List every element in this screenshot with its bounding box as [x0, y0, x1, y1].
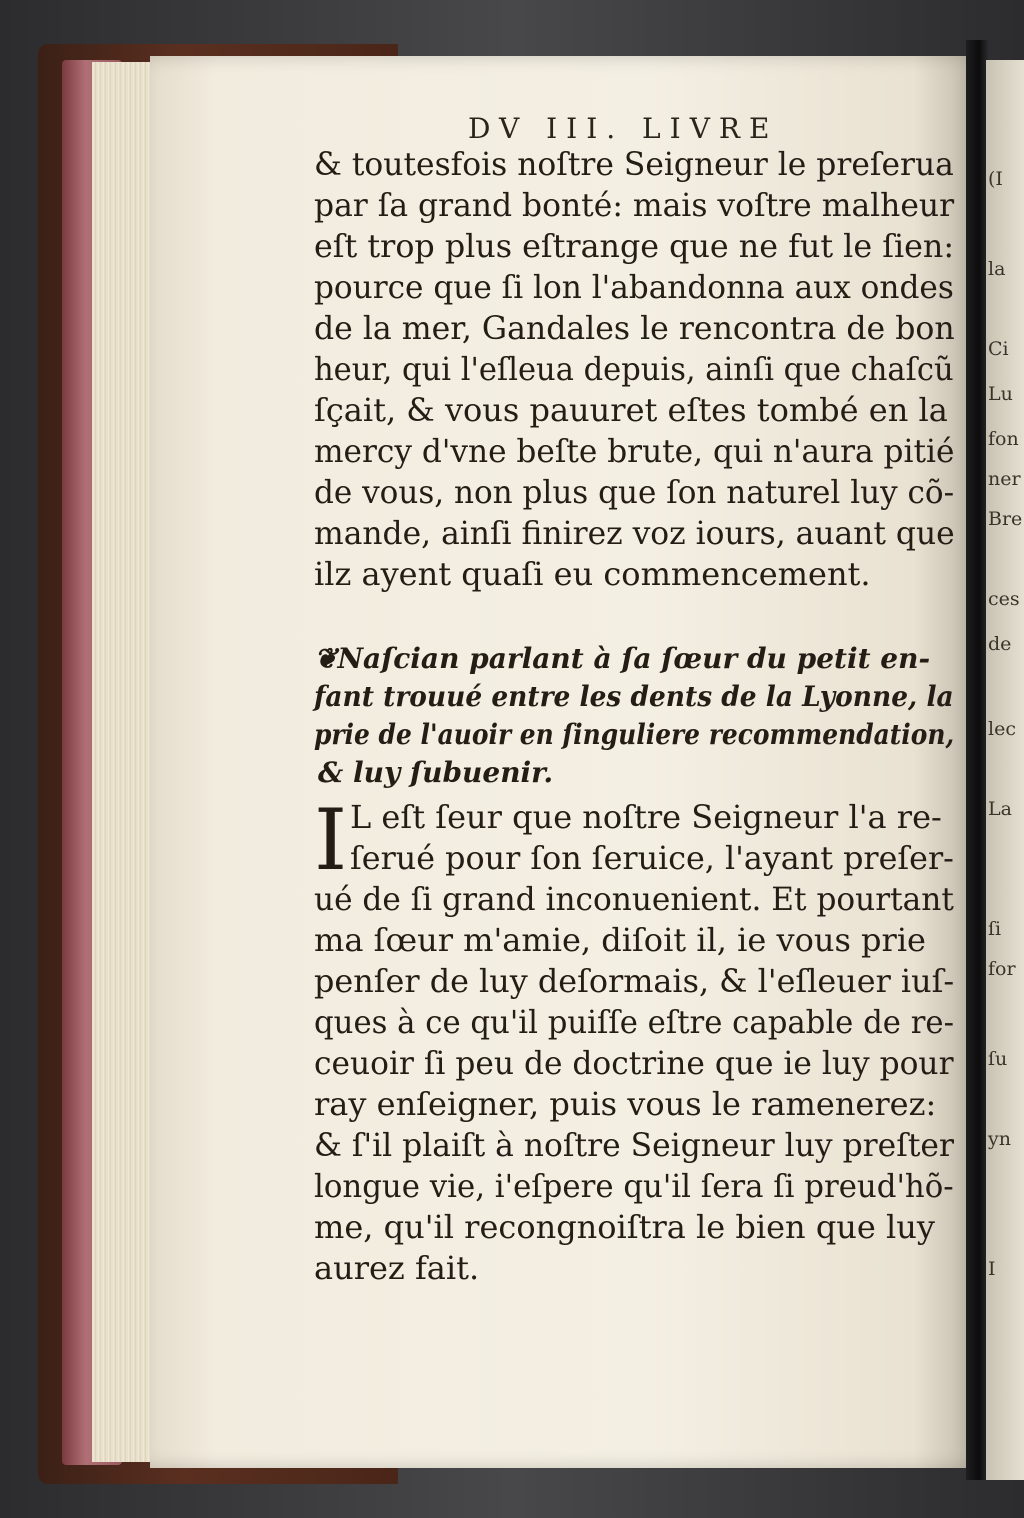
facing-fragment: Ci: [988, 338, 1009, 360]
text-line: penſer de luy deſormais, & l'eſleuer iuſ-: [314, 962, 955, 1000]
text-line: longue vie, i'eſpere qu'il ſera ſi preud'hõ-: [314, 1167, 954, 1205]
facing-fragment: I: [988, 1258, 996, 1280]
facing-fragment: ſi: [988, 918, 1002, 940]
text-line: ques à ce qu'il puiſſe eſtre capable de re-: [314, 1003, 954, 1041]
text-line: ſçait, & vous pauuret eſtes tombé en la: [314, 391, 948, 429]
text-line: L eſt ſeur que noſtre Seigneur l'a re-: [350, 798, 942, 836]
text-line: eſt trop plus eſtrange que ne fut le ſien:: [314, 227, 955, 265]
text-line: ray enſeigner, puis vous le ramenerez:: [314, 1085, 937, 1123]
text-line: & ſ'il plaiſt à noſtre Seigneur luy preſter: [314, 1126, 954, 1164]
text-line: par ſa grand bonté: mais voſtre malheur: [314, 186, 955, 224]
facing-fragment: for: [988, 958, 1016, 980]
text-line: ſerué pour ſon ſeruice, l'ayant preſer-: [350, 839, 954, 877]
facing-fragment: yn: [988, 1128, 1011, 1150]
text-line: mercy d'vne beſte brute, qui n'aura pitié: [314, 432, 955, 470]
heading-line: & luy ſubuenir.: [318, 756, 554, 789]
heading-line: fant trouué entre les dents de la Lyonne, la: [314, 680, 954, 713]
heading-line: ❦Naſcian parlant à ſa ſœur du petit en-: [314, 642, 931, 675]
text-line: heur, qui l'eſleua depuis, ainſi que chaſcũ: [314, 350, 954, 388]
text-line: ilz ayent quaſi eu commencement.: [314, 555, 871, 593]
text-line: & toutesfois noſtre Seigneur le preſerua: [314, 145, 954, 183]
paragraph-1: [314, 145, 954, 595]
drop-cap: I: [314, 791, 348, 889]
text-line: pource que ſi lon l'abandonna aux ondes: [314, 268, 954, 306]
facing-fragment: Bre: [988, 508, 1023, 530]
facing-fragment: la: [988, 258, 1006, 280]
facing-page: [986, 60, 1024, 1480]
text-line: mande, ainſi finirez voz iours, auant que: [314, 514, 955, 552]
chapter-heading: [314, 642, 954, 792]
facing-fragment: La: [988, 798, 1012, 820]
text-line: aurez fait.: [314, 1249, 480, 1287]
facing-fragment: ces: [988, 588, 1020, 610]
facing-fragment: lec: [988, 718, 1016, 740]
text-line: ma ſœur m'amie, diſoit il, ie vous prie: [314, 921, 926, 959]
facing-fragment: ſu: [988, 1048, 1008, 1070]
text-line: ceuoir ſi peu de doctrine que ie luy pour: [314, 1044, 954, 1082]
facing-fragment: (I: [988, 168, 1003, 190]
facing-fragment: fon: [988, 428, 1019, 450]
facing-fragment: de: [988, 633, 1012, 655]
running-head: DV III. LIVRE: [468, 112, 779, 145]
text-line: de la mer, Gandales le rencontra de bon: [314, 309, 955, 347]
text-line: de vous, non plus que ſon naturel luy cõ-: [314, 473, 955, 511]
facing-fragment: ner: [988, 468, 1021, 490]
facing-fragment: Lu: [988, 383, 1013, 405]
text-line: ué de ſi grand inconuenient. Et pourtant: [314, 880, 954, 918]
heading-line: prie de l'auoir en ſinguliere recommendation,: [314, 718, 955, 751]
book-gutter: [966, 40, 988, 1480]
paragraph-2: [314, 791, 955, 1298]
text-line: me, qu'il recongnoiſtra le bien que luy: [314, 1208, 935, 1246]
